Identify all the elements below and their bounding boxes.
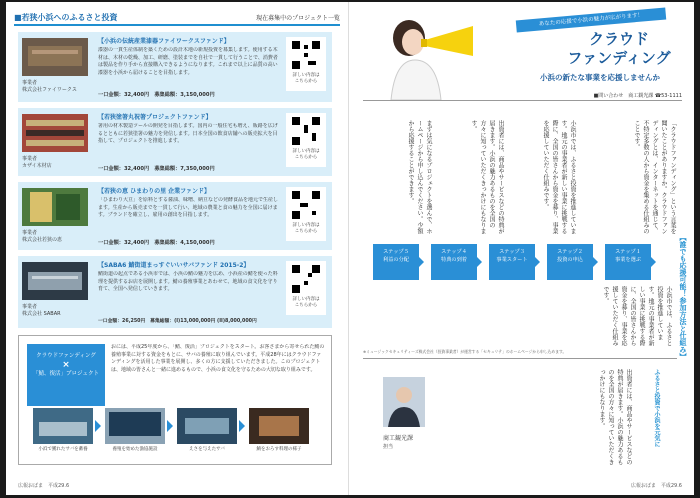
qr-code[interactable] <box>286 187 326 241</box>
strip-caption: 鯖をおろす料理の様子 <box>256 447 302 452</box>
right-page <box>351 2 694 495</box>
qr-label: 詳しい内容は こちらから <box>292 149 320 160</box>
project-owner <box>22 304 92 318</box>
owner-name: 株式会社若狭の恵 <box>22 237 63 243</box>
crowdfunding-feature-box <box>18 335 332 465</box>
project-card <box>18 32 332 102</box>
article-column: まずは気になるプロジェクトを選んで、ホームページから申し込んでください。少額から応援することができます。 <box>407 120 432 234</box>
owner-name: 株式会社ファイワークス <box>22 87 77 93</box>
crowdfunding-text: おには、平成25年度から、「鯖、復活」プロジェクトをスタート。お客さまから寄せられた鯖の養殖事業に対する資金をもとに、サバの養殖に取り組んでいます。平成28年にはクラウドファンディングを活用した事業を展開し、多くの方に支援していただきました。このプロジェクトは、地域の皆さんと一緒に進めるもので、小浜の食文化を守るための大切な取り組みです。 <box>111 344 325 373</box>
project-owner <box>22 156 92 170</box>
project-card <box>18 108 332 176</box>
strip-caption: 小浜で獲れたサバを蓄養 <box>38 447 88 452</box>
ribbon-banner: あなたの応援で小浜の魅力が広がります！ <box>516 7 666 32</box>
strip-photo <box>33 408 93 444</box>
project-body: 箸用の材木製造ツールの開発を目指します。国内の一般住宅も増え、販路を広げるとともに若狭塗箸の魅力を発信します。日本全国の飲食店舗への販売拡大を目指して、プロジェクトを推進します。 <box>98 123 278 144</box>
interview-box <box>363 358 677 468</box>
left-page-header <box>14 12 340 26</box>
step-4: ステップ４ 特典の到着 <box>431 244 477 280</box>
person-role: 担当 <box>383 444 394 450</box>
qr-code-icon <box>292 265 320 293</box>
qr-code[interactable] <box>286 113 326 167</box>
badge-line-bottom: 「鯖、復活」プロジェクト <box>33 371 99 377</box>
strip-caption: 養殖を始めた漁協施設 <box>112 447 158 452</box>
step-5: ステップ５ 利益の分配 <box>373 244 419 280</box>
divider <box>363 100 682 106</box>
interview-heading: ふるさと投資で小浜を元気に <box>653 369 660 447</box>
owner-label: 事業者 <box>22 156 38 162</box>
project-price: 一口金額：32,400円 募集総額：7,350,000円 <box>98 166 215 172</box>
qr-code-icon <box>292 41 320 69</box>
steps-detail-text: 小浜市では、ふるさと投資を推進しています。地元の事業者が新しい事業に挑戦する際に、全国の皆さんから資金を募り、事業を応援していただく仕組みです。 <box>602 286 672 346</box>
page-title <box>559 30 679 68</box>
project-title: 【若狭塗箸丸祝箸プロジェクトファンド】 <box>98 114 212 121</box>
title-line-1: クラウド <box>588 30 649 48</box>
qr-code-icon <box>292 117 320 145</box>
project-price: 一口金額：32,400円 募集総額：4,150,000円 <box>98 240 215 246</box>
crowdfunding-badge <box>27 344 105 406</box>
project-card <box>18 182 332 250</box>
contact-credit: ■問い合わせ 商工観光課 ☎53-1111 <box>593 93 682 99</box>
page-number: 広報おばま 平成29.6 <box>630 483 682 489</box>
strip-photo <box>249 408 309 444</box>
step-2: ステップ２ 投資の申込 <box>547 244 593 280</box>
notice-line: ※ミュージックセキュリティーズ株式会社（投資事業者）が運営する「セキュリテ」のホームページから申し込めます。 <box>363 349 567 354</box>
project-price: 一口金額：26,250円 募集総額：(I)13,000,000円 (II)8,000,000円 <box>98 319 257 324</box>
project-photo <box>22 188 88 226</box>
process-steps <box>373 244 661 280</box>
project-photo <box>22 114 88 152</box>
owner-label: 事業者 <box>22 80 38 86</box>
qr-label: 詳しい内容は こちらから <box>292 73 320 84</box>
qr-code[interactable] <box>286 261 326 315</box>
strip-caption: えさを与えたサバ <box>189 447 225 452</box>
header-caption: 現在募集中のプロジェクト一覧 <box>256 15 340 22</box>
project-price: 一口金額：32,400円 募集総額：3,150,000円 <box>98 92 215 98</box>
badge-cross: × <box>62 360 70 370</box>
article-column: 出資者には、商品やサービスなどの特典が届きます。小浜の魅力あるものを全国の方々に知っていただくきっかけにもなります。 <box>470 120 504 234</box>
strip-photo <box>105 408 165 444</box>
section-title: ■若狭小浜へのふるさと投資 <box>14 13 118 22</box>
project-owner <box>22 80 92 94</box>
qr-label: 詳しい内容は こちらから <box>292 223 320 234</box>
project-photo <box>22 262 88 300</box>
page-subtitle: 小浜の新たな事業を応援しませんか <box>540 73 660 82</box>
project-title: 【小浜の伝統産業漆器ファイワークスファンド】 <box>98 38 230 45</box>
strip-photo <box>177 408 237 444</box>
arrow-icon <box>95 420 101 432</box>
title-line-2: ファンディング <box>567 49 671 67</box>
participation-heading: 【誰でも応援可能！参加方法と仕組み】 <box>679 234 687 360</box>
page-number: 広報おばま 平成29.6 <box>18 483 70 489</box>
project-owner <box>22 230 92 244</box>
project-title: 【SABA6 鯖街道まっすぐいいサバファンド 2015-2】 <box>98 262 250 269</box>
project-photo <box>22 38 88 76</box>
interview-text: 出資者には、商品やサービスなどの特典が届きます。小浜の魅力あるものを全国の方々に知っていただくきっかけにもなります。 <box>598 369 632 465</box>
project-body: 漆器の一貫生産体制を築くための設計木地の新規投資を募集します。使用する木材は、木材の乾燥、加工、研磨、塗装までを自社で一貫して行うことで、消費者は製品を作り手から直接購入できるようになります。これまで以上に品質の高い漆器を小浜から届けることを目指します。 <box>98 47 278 76</box>
qr-code-icon <box>292 191 320 219</box>
article-column: 「クラウドファンディング」という言葉を聞いたことがありますか。クラウドファンディングとは、インターネットを通じて、不特定多数の人から資金を集める仕組みのことです。 <box>633 120 676 234</box>
badge-line-top: クラウドファンディング <box>36 353 96 359</box>
owner-label: 事業者 <box>22 304 38 310</box>
arrow-icon <box>167 420 173 432</box>
project-body: 「ひまわり大豆」を原料とする醤油、味噌、納豆などの発酵食品を地元で生産します。生産から販売までを一貫して行い、地域の農業と食の魅力を全国に届けます。ブランドを確立し、雇用の創出を目指します。 <box>98 197 279 218</box>
qr-label: 詳しい内容は こちらから <box>292 297 320 308</box>
hero <box>351 2 694 102</box>
arrow-icon <box>239 420 245 432</box>
owner-name: 株式会社 SABAR <box>22 311 61 317</box>
owner-label: 事業者 <box>22 230 38 236</box>
person-name: 商工観光課 <box>383 435 414 442</box>
owner-name: カザイ木材店 <box>22 163 52 169</box>
project-title: 【若狭の恵 ひまわりの里 企業ファンド】 <box>98 188 211 195</box>
woman-with-megaphone-illustration <box>381 8 491 100</box>
left-page <box>6 2 349 495</box>
qr-code[interactable] <box>286 37 326 91</box>
article-column: 小浜市では、ふるさと投資を推進しています。地元の事業者が新しい事業に挑戦する際に、全国の皆さんから資金を募り、事業を応援していただく仕組みです。 <box>542 120 576 234</box>
project-body: 鯖街道の起点である小浜市では、小浜の鯖の魅力を広め、小浜産の鯖を使った料理を提供するお店を展開します。鯖の養殖事業とあわせて、地域の食文化を守り育て、全国へ発信していきます。 <box>98 271 278 292</box>
project-card <box>18 256 332 328</box>
magazine-spread <box>6 2 694 495</box>
step-1: ステップ１ 事業を選ぶ <box>605 244 651 280</box>
step-3: ステップ３ 事業スタート <box>489 244 535 280</box>
person-photo <box>383 377 425 427</box>
